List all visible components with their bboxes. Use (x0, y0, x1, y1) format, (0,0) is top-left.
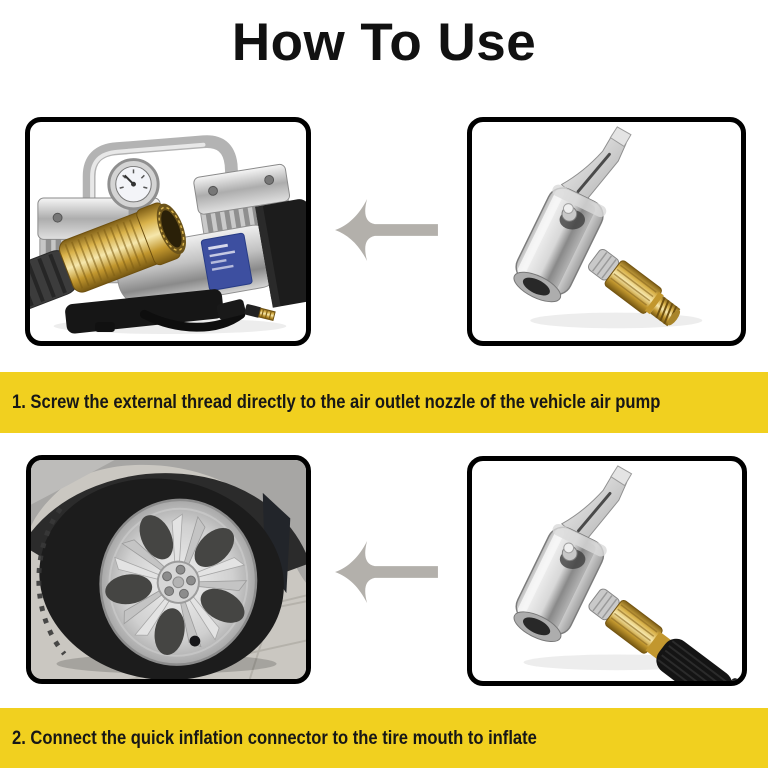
step1-instruction-banner (0, 372, 768, 433)
step2-connector-hose-photo-frame (467, 456, 747, 686)
step2-instruction-banner (0, 708, 768, 768)
connector-with-hose-photo (472, 461, 742, 681)
step1-instruction-text: 1. Screw the external thread directly to the air outlet nozzle of the vehicle air pump (12, 391, 661, 413)
step1-connector-photo-frame (467, 117, 746, 346)
page-title: How To Use (231, 13, 537, 72)
arrow-left-icon (333, 197, 440, 263)
step1-pump-photo-frame (25, 117, 311, 346)
air-compressor-photo (30, 122, 306, 341)
quick-connector-photo (472, 122, 741, 341)
arrow-left-icon (333, 539, 440, 605)
step2-tire-photo-frame (26, 455, 311, 684)
car-wheel-photo (31, 460, 306, 679)
step2-instruction-text: 2. Connect the quick inflation connector to the tire mouth to inflate (12, 726, 537, 749)
